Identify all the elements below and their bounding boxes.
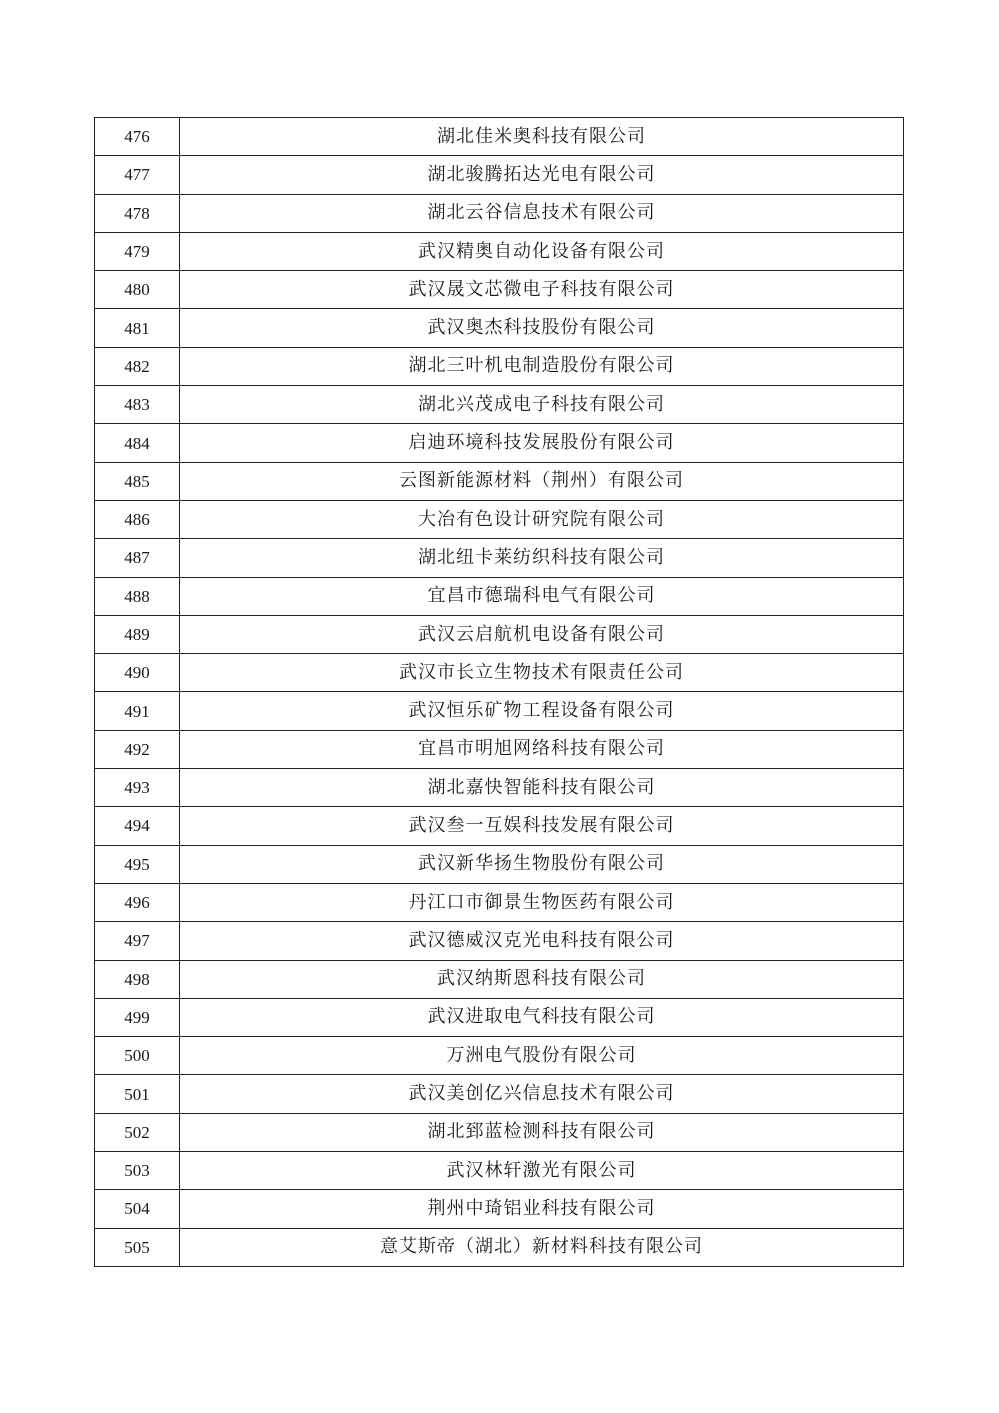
- company-name: 启迪环境科技发展股份有限公司: [180, 424, 904, 462]
- company-name: 武汉德威汉克光电科技有限公司: [180, 922, 904, 960]
- table-row: [95, 615, 904, 653]
- table-row: [95, 539, 904, 577]
- table-row: [95, 118, 904, 156]
- table-row: [95, 1190, 904, 1228]
- table-row: [95, 232, 904, 270]
- company-name: 武汉奥杰科技股份有限公司: [180, 309, 904, 347]
- table-row: [95, 462, 904, 500]
- table-row: [95, 347, 904, 385]
- row-number: 493: [95, 769, 180, 807]
- row-number: 483: [95, 386, 180, 424]
- table-row: [95, 845, 904, 883]
- row-number: 485: [95, 462, 180, 500]
- company-name: 武汉晟文芯微电子科技有限公司: [180, 271, 904, 309]
- table-row: [95, 960, 904, 998]
- row-number: 484: [95, 424, 180, 462]
- table-row: [95, 654, 904, 692]
- company-name: 武汉纳斯恩科技有限公司: [180, 960, 904, 998]
- company-name: 湖北三叶机电制造股份有限公司: [180, 347, 904, 385]
- table-row: [95, 424, 904, 462]
- row-number: 482: [95, 347, 180, 385]
- company-name: 丹江口市御景生物医药有限公司: [180, 883, 904, 921]
- company-name: 湖北骏腾拓达光电有限公司: [180, 156, 904, 194]
- company-name: 武汉进取电气科技有限公司: [180, 998, 904, 1036]
- row-number: 495: [95, 845, 180, 883]
- row-number: 497: [95, 922, 180, 960]
- table-row: [95, 271, 904, 309]
- row-number: 503: [95, 1152, 180, 1190]
- table-row: [95, 769, 904, 807]
- table-row: [95, 156, 904, 194]
- company-name: 武汉恒乐矿物工程设备有限公司: [180, 692, 904, 730]
- table-row: [95, 1113, 904, 1151]
- company-name: 武汉新华扬生物股份有限公司: [180, 845, 904, 883]
- row-number: 498: [95, 960, 180, 998]
- company-name: 武汉叁一互娱科技发展有限公司: [180, 807, 904, 845]
- row-number: 496: [95, 883, 180, 921]
- company-list-body: [95, 118, 904, 1267]
- company-name: 湖北兴茂成电子科技有限公司: [180, 386, 904, 424]
- company-name: 武汉林轩激光有限公司: [180, 1152, 904, 1190]
- company-name: 武汉美创亿兴信息技术有限公司: [180, 1075, 904, 1113]
- table-row: [95, 194, 904, 232]
- row-number: 501: [95, 1075, 180, 1113]
- table-row: [95, 1075, 904, 1113]
- table-row: [95, 998, 904, 1036]
- company-name: 武汉市长立生物技术有限责任公司: [180, 654, 904, 692]
- company-name: 荆州中琦铝业科技有限公司: [180, 1190, 904, 1228]
- company-name: 宜昌市德瑞科电气有限公司: [180, 577, 904, 615]
- table-row: [95, 500, 904, 538]
- table-row: [95, 1228, 904, 1266]
- row-number: 479: [95, 232, 180, 270]
- row-number: 489: [95, 615, 180, 653]
- company-name: 意艾斯帝（湖北）新材料科技有限公司: [180, 1228, 904, 1266]
- table-row: [95, 692, 904, 730]
- table-row: [95, 386, 904, 424]
- row-number: 488: [95, 577, 180, 615]
- row-number: 477: [95, 156, 180, 194]
- company-list-table: [94, 117, 904, 1267]
- company-name: 武汉云启航机电设备有限公司: [180, 615, 904, 653]
- company-name: 湖北纽卡莱纺织科技有限公司: [180, 539, 904, 577]
- company-name: 湖北嘉快智能科技有限公司: [180, 769, 904, 807]
- row-number: 492: [95, 730, 180, 768]
- table-row: [95, 1152, 904, 1190]
- row-number: 476: [95, 118, 180, 156]
- company-name: 宜昌市明旭网络科技有限公司: [180, 730, 904, 768]
- company-name: 武汉精奥自动化设备有限公司: [180, 232, 904, 270]
- table-row: [95, 1037, 904, 1075]
- company-name: 湖北郅蓝检测科技有限公司: [180, 1113, 904, 1151]
- row-number: 502: [95, 1113, 180, 1151]
- row-number: 505: [95, 1228, 180, 1266]
- table-row: [95, 730, 904, 768]
- table-row: [95, 577, 904, 615]
- row-number: 480: [95, 271, 180, 309]
- company-name: 大冶有色设计研究院有限公司: [180, 500, 904, 538]
- row-number: 491: [95, 692, 180, 730]
- company-name: 湖北佳米奥科技有限公司: [180, 118, 904, 156]
- row-number: 504: [95, 1190, 180, 1228]
- row-number: 500: [95, 1037, 180, 1075]
- row-number: 481: [95, 309, 180, 347]
- table-row: [95, 922, 904, 960]
- row-number: 494: [95, 807, 180, 845]
- row-number: 486: [95, 500, 180, 538]
- row-number: 478: [95, 194, 180, 232]
- table-row: [95, 807, 904, 845]
- company-name: 湖北云谷信息技术有限公司: [180, 194, 904, 232]
- company-name: 云图新能源材料（荆州）有限公司: [180, 462, 904, 500]
- company-name: 万洲电气股份有限公司: [180, 1037, 904, 1075]
- row-number: 490: [95, 654, 180, 692]
- row-number: 487: [95, 539, 180, 577]
- table-row: [95, 309, 904, 347]
- row-number: 499: [95, 998, 180, 1036]
- table-row: [95, 883, 904, 921]
